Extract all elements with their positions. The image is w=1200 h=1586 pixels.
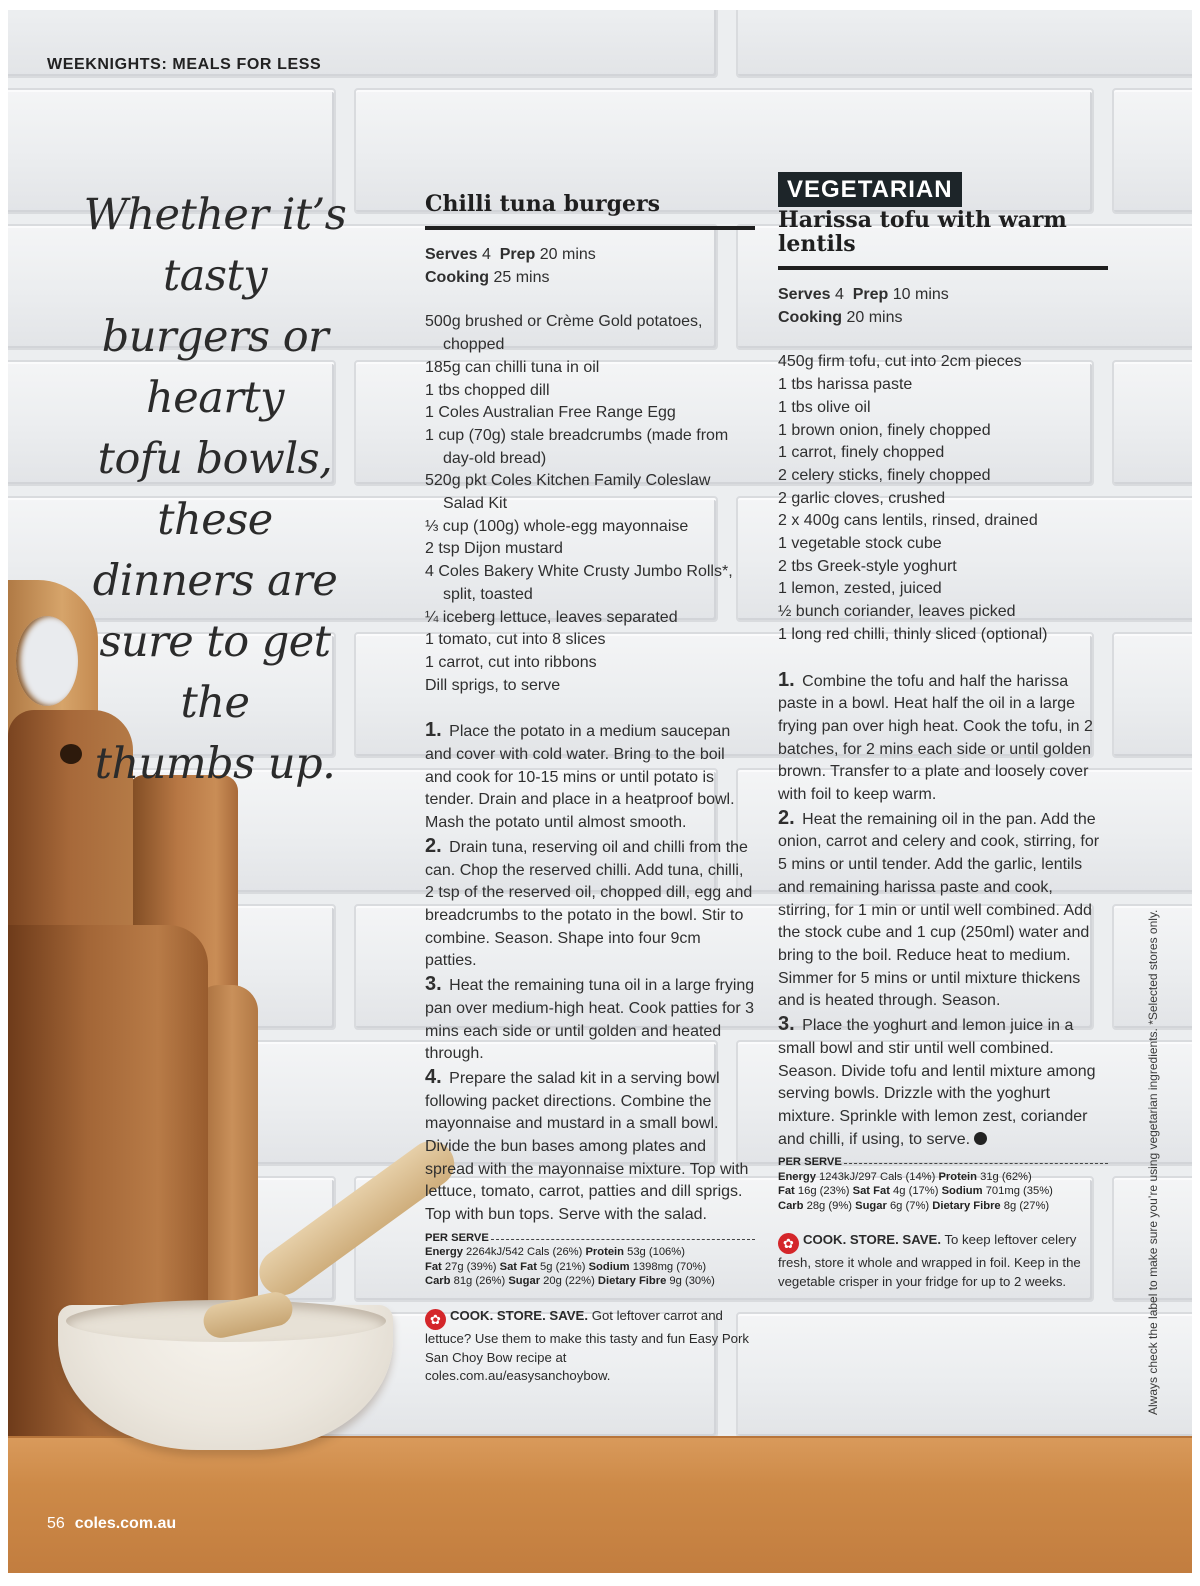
leaf-icon: ✿ <box>425 1309 446 1330</box>
recipe-chilli-tuna-burgers <box>425 188 755 1386</box>
ingredient: 2 garlic cloves, crushed <box>778 489 946 507</box>
ingredient: 1 vegetable stock cube <box>778 535 942 553</box>
ingredient: ½ bunch coriander, leaves picked <box>778 603 1016 621</box>
page-footer <box>47 1515 176 1533</box>
method-step: 1. Combine the tofu and half the harissa paste in a bowl. Heat half the oil in a large frying pan over high heat. Cook the tofu, in 2 batches, for 2 mins each side or until golden brown. Transfer to a plate and loosely cover with foil to keep warm. <box>778 668 1093 804</box>
method-step: 2. Heat the remaining oil in the pan. Add the onion, carrot and celery and cook, stirring, for 5 mins or until tender. Add the garlic, lentils and remaining harissa paste and cook, stirring, for 1 min or until well combined. Add the stock cube and 1 cup (250ml) water and bring to the boil. Reduce heat to medium. Simmer for 5 mins or until mixture thickens and is heated through. Season. <box>778 806 1100 1010</box>
intro-line: Whether it’s tasty <box>83 190 347 301</box>
intro-line: tofu bowls, these <box>97 434 333 545</box>
end-bullet-icon <box>974 1132 987 1145</box>
recipe-title: Harissa tofu with warm lentils <box>778 208 1108 270</box>
recipe-harissa-tofu <box>778 172 1108 1292</box>
ingredient: Dill sprigs, to serve <box>425 676 561 694</box>
dashed-divider <box>844 1163 1108 1164</box>
intro-line: thumbs up. <box>94 739 336 789</box>
side-disclaimer: Always check the label to make sure you’re using vegetarian ingredients. *Selected stores only. <box>1146 909 1160 1415</box>
method-step: 3. Heat the remaining tuna oil in a large frying pan over medium-high heat. Cook patties for 3 mins each side or until golden and heated through. <box>425 973 755 1063</box>
cook-store-save-tip: ✿ COOK. STORE. SAVE. Got leftover carrot and lettuce? Use them to make this tasty and fun Easy Pork San Choy Bow recipe at coles.com.au/easysanchoybow. <box>425 1307 749 1384</box>
method-step: 3. Place the yoghurt and lemon juice in a small bowl and stir until well combined. Season. Divide tofu and lentil mixture among serving bowls. Drizzle with the yoghurt mixture. Sprinkle with lemon zest, coriander and chilli, if using, to serve. <box>778 1013 1096 1148</box>
section-heading: WEEKNIGHTS: MEALS FOR LESS <box>47 56 322 73</box>
ingredient: 1 Coles Australian Free Range Egg <box>425 404 676 422</box>
ingredient: 450g firm tofu, cut into 2cm pieces <box>778 353 1022 371</box>
nutrition-info: PER SERVE Energy 1243kJ/297 Cals (14%) Protein 31g (62%) Fat 16g (23%) Sat Fat 4g (17%) Sodium 701mg (35%) Carb 28g (9%) Sugar 6g (7%) Dietary Fibre 8g (27%) <box>778 1155 1108 1213</box>
vegetarian-badge: VEGETARIAN <box>778 172 962 207</box>
dashed-divider <box>491 1239 755 1240</box>
cook-store-save-tip: ✿ COOK. STORE. SAVE. To keep leftover celery fresh, store it whole and wrapped in foil. Keep in the vegetable crisper in your fridge for up to 2 weeks. <box>778 1232 1081 1290</box>
ingredient-list <box>778 351 1108 646</box>
method-step: 4. Prepare the salad kit in a serving bowl following packet directions. Combine the mayonnaise and mustard in a small bowl. Divide the bun bases among plates and spread with the mayonnaise mixture. Top with lettuce, tomato, carrot, patties and dill sprigs. Top with bun tops. Serve with the salad. <box>425 1065 749 1224</box>
ingredient: 1 tomato, cut into 8 slices <box>425 631 606 649</box>
ingredient: 1 tbs olive oil <box>778 398 871 416</box>
ingredient: 520g pkt Coles Kitchen Family Coleslaw Salad Kit <box>425 472 711 513</box>
ingredient: ⅓ cup (100g) whole-egg mayonnaise <box>425 517 689 535</box>
ingredient: 1 carrot, cut into ribbons <box>425 653 597 671</box>
footer-site: coles.com.au <box>74 1515 177 1532</box>
method-step: 2. Drain tuna, reserving oil and chilli from the can. Chop the reserved chilli. Add tuna, chilli, 2 tsp of the reserved oil, chopped dill, egg and breadcrumbs to the potato in the bowl. Stir to combine. Season. Shape into four 9cm patties. <box>425 834 753 970</box>
intro-line: burgers or hearty <box>101 312 329 423</box>
nutrition-label: PER SERVE <box>425 1231 489 1244</box>
ingredient: 2 x 400g cans lentils, rinsed, drained <box>778 512 1038 530</box>
intro-quote <box>60 185 370 795</box>
ingredient: 2 tsp Dijon mustard <box>425 540 563 558</box>
ingredient: 1 tbs chopped dill <box>425 381 550 399</box>
nutrition-info: PER SERVE Energy 2264kJ/542 Cals (26%) Protein 53g (106%) Fat 27g (39%) Sat Fat 5g (21%) Sodium 1398mg (70%) Carb 81g (26%) Sugar 20g (22%) Dietary Fibre 9g (30%) <box>425 1231 755 1289</box>
nutrition-label: PER SERVE <box>778 1156 842 1169</box>
method-steps <box>778 669 1108 1152</box>
ingredient: 4 Coles Bakery White Crusty Jumbo Rolls*, split, toasted <box>425 563 733 603</box>
wooden-counter-image <box>8 1438 1192 1573</box>
ingredient: 500g brushed or Crème Gold potatoes, chopped <box>425 313 703 354</box>
ingredient: 1 long red chilli, thinly sliced (optional) <box>778 625 1048 643</box>
recipe-title: Chilli tuna burgers <box>425 188 755 230</box>
intro-line: dinners are <box>92 556 338 606</box>
ingredient: 2 celery sticks, finely chopped <box>778 466 991 484</box>
recipe-meta: Serves 4 Prep 20 mins Cooking 25 mins <box>425 246 596 286</box>
leaf-icon: ✿ <box>778 1233 799 1254</box>
ingredient: 1 carrot, finely chopped <box>778 444 945 462</box>
ingredient: 1 tbs harissa paste <box>778 376 913 394</box>
ingredient: 1 lemon, zested, juiced <box>778 580 942 598</box>
ingredient-list <box>425 311 755 697</box>
ingredient: 1 cup (70g) stale breadcrumbs (made from day-old bread) <box>425 426 729 467</box>
page-number: 56 <box>47 1515 65 1532</box>
recipe-meta: Serves 4 Prep 10 mins Cooking 20 mins <box>778 286 949 326</box>
method-steps <box>425 719 755 1226</box>
intro-line: sure to get the <box>99 617 331 728</box>
method-step: 1. Place the potato in a medium saucepan and cover with cold water. Bring to the boil and cook for 10-15 mins or until potato is tender. Drain and place in a heatproof bowl. Mash the potato until almost smooth. <box>425 719 735 832</box>
ingredient: 1 brown onion, finely chopped <box>778 421 991 439</box>
ingredient: 2 tbs Greek-style yoghurt <box>778 557 957 575</box>
ingredient: ¼ iceberg lettuce, leaves separated <box>425 608 678 626</box>
ingredient: 185g can chilli tuna in oil <box>425 358 600 376</box>
